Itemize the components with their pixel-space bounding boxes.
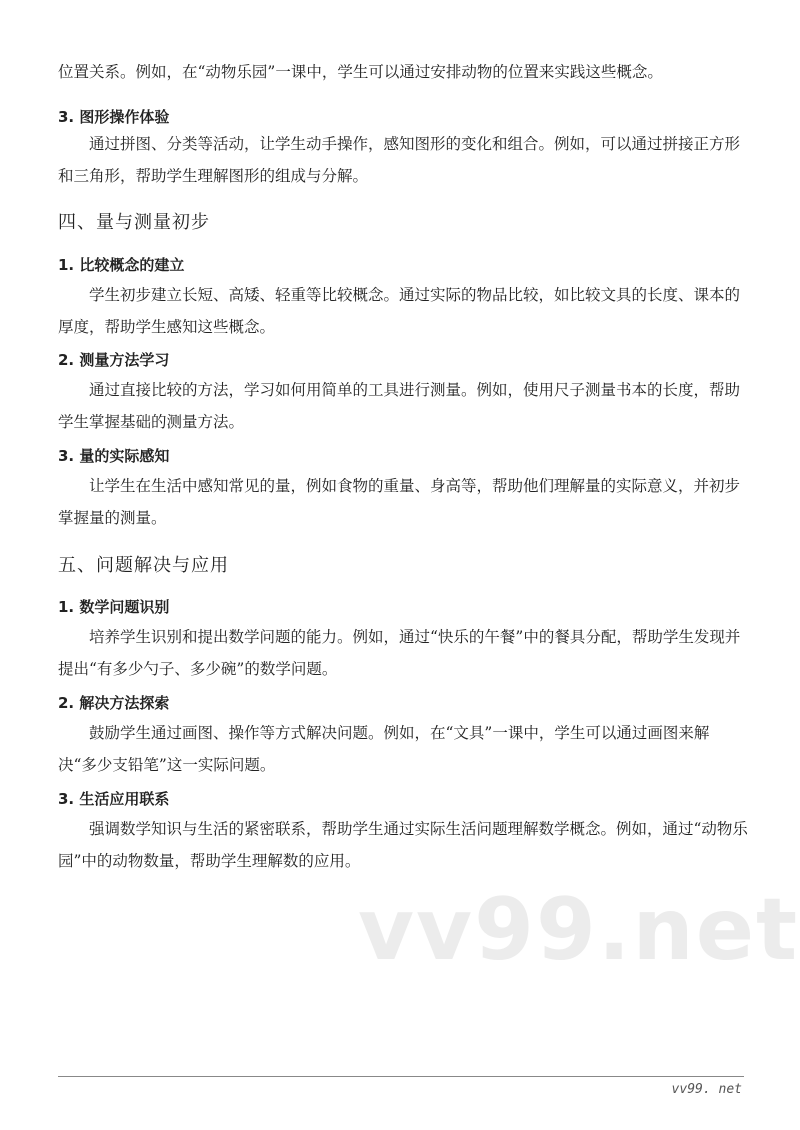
sec3-item3-text: 通过拼图、分类等活动，让学生动手操作，感知图形的变化和组合。例如，可以通过拼接正方形和三角形，帮助学生理解图形的组成与分解。: [58, 135, 741, 185]
section4-item2-heading: 2. 测量方法学习: [58, 351, 170, 369]
section5-item2-heading: 2. 解决方法探索: [58, 694, 170, 712]
section4-item1-heading: 1. 比较概念的建立: [58, 256, 185, 274]
footer-divider: [58, 1076, 744, 1077]
top-paragraph: 位置关系。例如，在“动物乐园”一课中，学生可以通过安排动物的位置来实践这些概念。: [58, 63, 663, 81]
section4-title: 四、量与测量初步: [58, 212, 210, 233]
section5-item1-text: 培养学生识别和提出数学问题的能力。例如，通过“快乐的午餐”中的餐具分配，帮助学生发现并提出“有多少勺子、多少碗”的数学问题。: [58, 628, 741, 678]
section4-item1-text: 学生初步建立长短、高矮、轻重等比较概念。通过实际的物品比较，如比较文具的长度、课本的厚度，帮助学生感知这些概念。: [58, 286, 741, 336]
section4-item3-heading: 3. 量的实际感知: [58, 447, 170, 465]
section5-item3-text: 强调数学知识与生活的紧密联系，帮助学生通过实际生活问题理解数学概念。例如，通过“动物乐园”中的动物数量，帮助学生理解数的应用。: [58, 820, 748, 870]
section5-title: 五、问题解决与应用: [58, 555, 229, 576]
section4-item2-text: 通过直接比较的方法，学习如何用简单的工具进行测量。例如，使用尺子测量书本的长度，帮助学生掌握基础的测量方法。: [58, 381, 741, 431]
section5-item1-heading: 1. 数学问题识别: [58, 598, 170, 616]
watermark-text: vv99.net: [358, 880, 800, 980]
section4-item3-text: 让学生在生活中感知常见的量，例如食物的重量、身高等，帮助他们理解量的实际意义，并初步掌握量的测量。: [58, 477, 741, 527]
section5-item2-text: 鼓励学生通过画图、操作等方式解决问题。例如，在“文具”一课中，学生可以通过画图来解决“多少支铅笔”这一实际问题。: [58, 724, 710, 774]
section5-item3-heading: 3. 生活应用联系: [58, 790, 170, 808]
sec3-item3-heading: 3. 图形操作体验: [58, 108, 170, 126]
footer-site-label: vv99. net: [671, 1082, 742, 1097]
